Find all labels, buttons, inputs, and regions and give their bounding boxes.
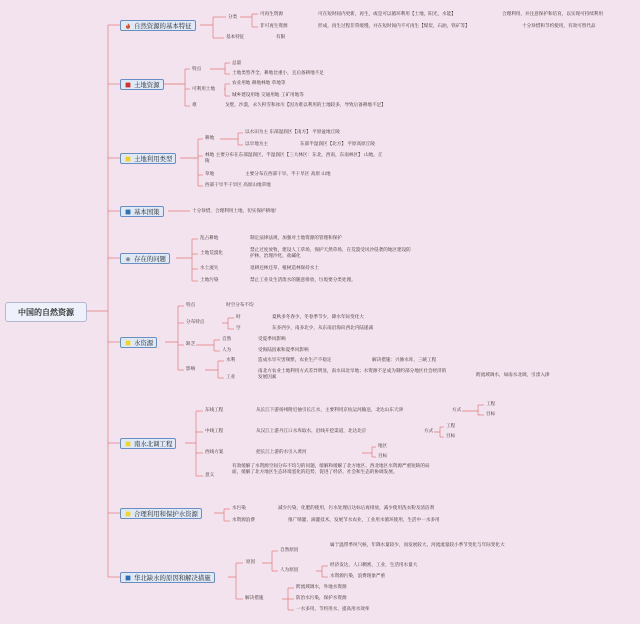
node-features: 特点: [192, 67, 202, 72]
topic-label: 土地利用类型: [134, 155, 173, 163]
node-flood-drought: 造成水旱灾害频繁，农业生产不稳定: [258, 358, 332, 363]
connector: [196, 340, 214, 351]
node-land-type-desc: 土地类型齐全，耕地比重小，且后备耕地不足: [232, 71, 324, 76]
node-solution-1: 跨流域调水，外地水资源: [296, 585, 347, 590]
connector: [228, 563, 236, 599]
node-soil-erosion: 水土流失: [200, 266, 219, 271]
node-east-route-goal: 目标: [486, 412, 496, 417]
node-solution-2: 防治水污染，保护水资源: [296, 596, 347, 601]
yellow-square-icon: [125, 156, 131, 162]
node-time-label: 时: [236, 315, 241, 320]
topic-natural-resource-features[interactable]: [120, 20, 196, 31]
node-renewable-advice: 合理利用，并注意保护和培育，以实现可持续利用: [502, 12, 604, 17]
connector: [462, 405, 478, 415]
topic-label: 自然资源的基本特征: [134, 22, 192, 30]
node-usable-land: 可利用土地: [192, 87, 215, 92]
node-significance-desc: 有效缓解了水资源空间分布不均匀的问题，缓解和缓解了北方地区、西北地区水资源严重短缺的局面，缓解了北方地区生态环境恶化的趋势，促进了经济、社会和生态的协调发展。: [232, 464, 430, 475]
node-water-conservancy-label: 水利: [226, 358, 236, 363]
connector: [240, 14, 252, 27]
node-human-causes: 人为原因: [280, 568, 299, 573]
node-reservoir-solution: 解决措施：兴修水库，三峡工程: [372, 358, 437, 363]
connector: [176, 239, 192, 281]
node-dry-land: 以旱地为主: [245, 142, 268, 147]
connector: [222, 318, 228, 329]
topic-basic-national-policy[interactable]: [120, 206, 164, 217]
node-human-causes-2: 水资源污染，浪费现象严重: [330, 574, 386, 579]
node-soil-erosion-solution: 退耕还林还草，植树造林保持水土: [250, 266, 319, 271]
node-basic-feature: 基本特征: [226, 35, 245, 40]
yellow-square-icon: [125, 340, 131, 346]
blue-square-icon: [125, 575, 131, 581]
node-human-cause: 受海陆因素和夏季风影响: [258, 348, 309, 353]
node-water-waste: 水资源浪费: [232, 518, 255, 523]
node-causes: 原因: [246, 560, 256, 565]
node-industry-label: 工业: [226, 375, 236, 380]
connector: [220, 133, 238, 145]
connector: [205, 361, 218, 378]
node-east-route-desc: 从长江下游扬州附近抽引长江水，主要利用京杭运河输送，北达山东天津: [256, 408, 404, 413]
node-renewable-desc: 可在短时间内更新，再生，或是可以循环利用【土地，阳光，水能】: [318, 12, 456, 17]
node-nonrenewable-advice: 十分珍惜和节约使用，有效可替代品: [522, 24, 596, 29]
node-solutions: 解决措施: [245, 596, 264, 601]
node-shortage: 缺乏: [186, 342, 196, 347]
connector: [262, 551, 272, 571]
node-classification: 分类: [228, 15, 238, 20]
connector: [210, 63, 225, 74]
connector: [316, 566, 322, 577]
node-natural-label: 自然: [222, 337, 232, 342]
node-middle-route-method: 方式: [424, 429, 434, 434]
node-human-causes-1: 经济发达，人口稠密，工业，生活用水量大: [330, 563, 418, 568]
topic-rational-use-and-protection[interactable]: [120, 508, 202, 519]
node-natural-causes-desc: 属于温带季风气候，年降水量较少，而发展较大，河流流量较小季节变化与年际变化大: [330, 543, 505, 548]
node-grassland: 草地: [205, 172, 215, 177]
node-occupying-farmland: 乱占耕地: [200, 236, 219, 241]
topic-label: 土地资源: [134, 81, 160, 89]
connector: [282, 588, 288, 610]
node-west-route-region: 地区: [378, 444, 388, 449]
node-space-distribution: 东多西少，南多北少，从东南沿海向西北内陆递减: [272, 326, 374, 331]
node-dry-land-desc: 东部半湿润区【北方】 平原高原丘陵: [300, 142, 375, 147]
yellow-square-icon: [125, 511, 131, 517]
node-east-route: 东线工程: [205, 408, 224, 413]
connector: [224, 84, 225, 96]
fire-icon: [125, 23, 131, 29]
node-renewable: 可再生资源: [260, 12, 283, 17]
node-land-pollution: 土地污染: [200, 278, 219, 283]
node-grassland-extra: 西部干旱半干旱区 高原山地草地: [205, 183, 271, 188]
topic-label: 基本国策: [134, 208, 160, 216]
node-paddy-fields: 以水田为主 东部湿润区【南方】 平原盆地丘陵: [245, 130, 340, 135]
node-significance: 意义: [205, 473, 215, 478]
node-middle-route-desc: 从汉江上游丹江口水库取水，沿线开挖渠道，北达北京: [256, 429, 367, 434]
node-land-use-difference: 南北方农业土地利用方式差异明显，南水田北旱地；水资源不足成为制约部分地区社会经济的发展因素: [258, 369, 447, 380]
connector: [180, 139, 198, 186]
topic-label: 合理利用和保护水资源: [134, 510, 198, 518]
node-water-features: 特点: [186, 303, 196, 308]
node-construction-land: 城乡建设用地 交通用地 工矿用地等: [232, 93, 304, 98]
node-water-pollution-solution: 减少污染，化肥的使用，污水处理后达标后再排放，减少使用洗衣粉及清洁剂: [278, 506, 435, 511]
topic-label: 南水北调工程: [134, 440, 173, 448]
blue-square-icon: [125, 209, 131, 215]
node-west-route-desc: 把长江上游的水引入黄河: [256, 450, 307, 455]
node-nonrenewable-desc: 形成，再生过程非常缓慢，并在短时间内不可再生【煤炭，石油，铁矿等】: [318, 24, 470, 29]
node-diversion-solution: 跨流域调水，如南水北调，引滦入津: [476, 373, 550, 378]
topic-existing-problems[interactable]: [120, 253, 170, 264]
connector: [362, 447, 372, 457]
topic-label: 存在的问题: [134, 255, 166, 263]
red-square-icon: [125, 82, 131, 88]
node-total-amount: 总量: [232, 61, 242, 66]
node-solution-3: 一水多用，节约用水，提高用水效率: [296, 607, 370, 612]
root-node[interactable]: [5, 302, 87, 322]
topic-land-use-types[interactable]: [120, 153, 176, 164]
node-nonrenewable: 非可再生资源: [260, 24, 288, 29]
node-east-route-method: 方式: [452, 408, 462, 413]
node-distribution-features: 分布特点: [186, 320, 205, 325]
root-label: 中国的自然资源: [18, 307, 74, 317]
yellow-square-icon: [125, 441, 131, 447]
connector: [434, 427, 440, 437]
node-middle-route: 中线工程: [205, 429, 224, 434]
node-agricultural-land: 农业用地 耕地林地 草地等: [232, 81, 286, 86]
node-uneven-distribution: 时空分布不均: [226, 303, 254, 308]
node-grassland-desc: 主要分布在西部干旱、半干旱区 高原 山地: [245, 172, 331, 177]
node-cultivated-land: 耕地: [205, 136, 215, 141]
node-water-waste-solution: 推广喷灌、滴灌技术，发展节水农业，工业用水循环使用，生活中一水多用: [288, 518, 440, 523]
topic-water-resources[interactable]: [120, 337, 157, 348]
node-desertification-solution: 禁止过度放牧，建设人工草场，保护天然草场，在荒漠受风沙侵袭的地区建设防护林，治理沙化，盐碱化: [250, 248, 411, 259]
connector: [214, 509, 224, 521]
node-west-route-goal: 目标: [378, 454, 388, 459]
connector: [86, 25, 108, 577]
bug-icon: [125, 256, 131, 262]
connector: [165, 306, 178, 370]
node-policy-desc: 十分珍惜，合理利用土地，切实保护耕地！: [192, 209, 280, 214]
topic-north-china-water-shortage[interactable]: [120, 572, 215, 583]
node-occupying-farmland-solution: 制定法律法规，加强对土地资源的管理和保护: [250, 236, 342, 241]
topic-south-north-water-diversion[interactable]: [120, 438, 176, 449]
node-middle-route-project: 工程: [446, 424, 456, 429]
topic-label: 华北缺水的原因和解决措施: [134, 574, 211, 582]
node-desertification: 土地荒漠化: [200, 251, 223, 256]
node-space-label: 空: [236, 326, 241, 331]
node-natural-causes: 自然原因: [280, 548, 299, 553]
connector: [185, 411, 196, 476]
node-time-distribution: 夏秋多冬春少，冬春季节少，降水年际变化大: [272, 315, 364, 320]
node-hard-to-use: 难: [192, 103, 197, 108]
node-forest-land: 林地 主要分布在东部湿润区，半湿润区【三大林区：东北，西南，东南林区】 山地，丘陵: [205, 153, 383, 164]
node-hard-to-use-desc: 戈壁，沙漠，永久积雪和冰川【因为难以利用的土地较多，导致后备耕地不足】: [225, 103, 386, 108]
node-land-pollution-solution: 禁止工业及生活废水的随意排放，垃圾要分类处理。: [250, 278, 356, 283]
node-west-route: 西线方案: [205, 450, 224, 455]
connector: [200, 17, 213, 38]
node-basic-feature-value: 有限: [276, 35, 286, 40]
node-middle-route-goal: 目标: [446, 434, 456, 439]
node-natural-cause: 受夏季风影响: [258, 337, 286, 342]
topic-label: 水资源: [134, 339, 154, 347]
topic-land-resources[interactable]: [120, 79, 164, 90]
node-impact: 影响: [186, 367, 196, 372]
connector: [160, 69, 185, 106]
node-human-label: 人为: [222, 348, 232, 353]
node-east-route-project: 工程: [486, 402, 496, 407]
node-water-pollution: 水污染: [232, 506, 246, 511]
